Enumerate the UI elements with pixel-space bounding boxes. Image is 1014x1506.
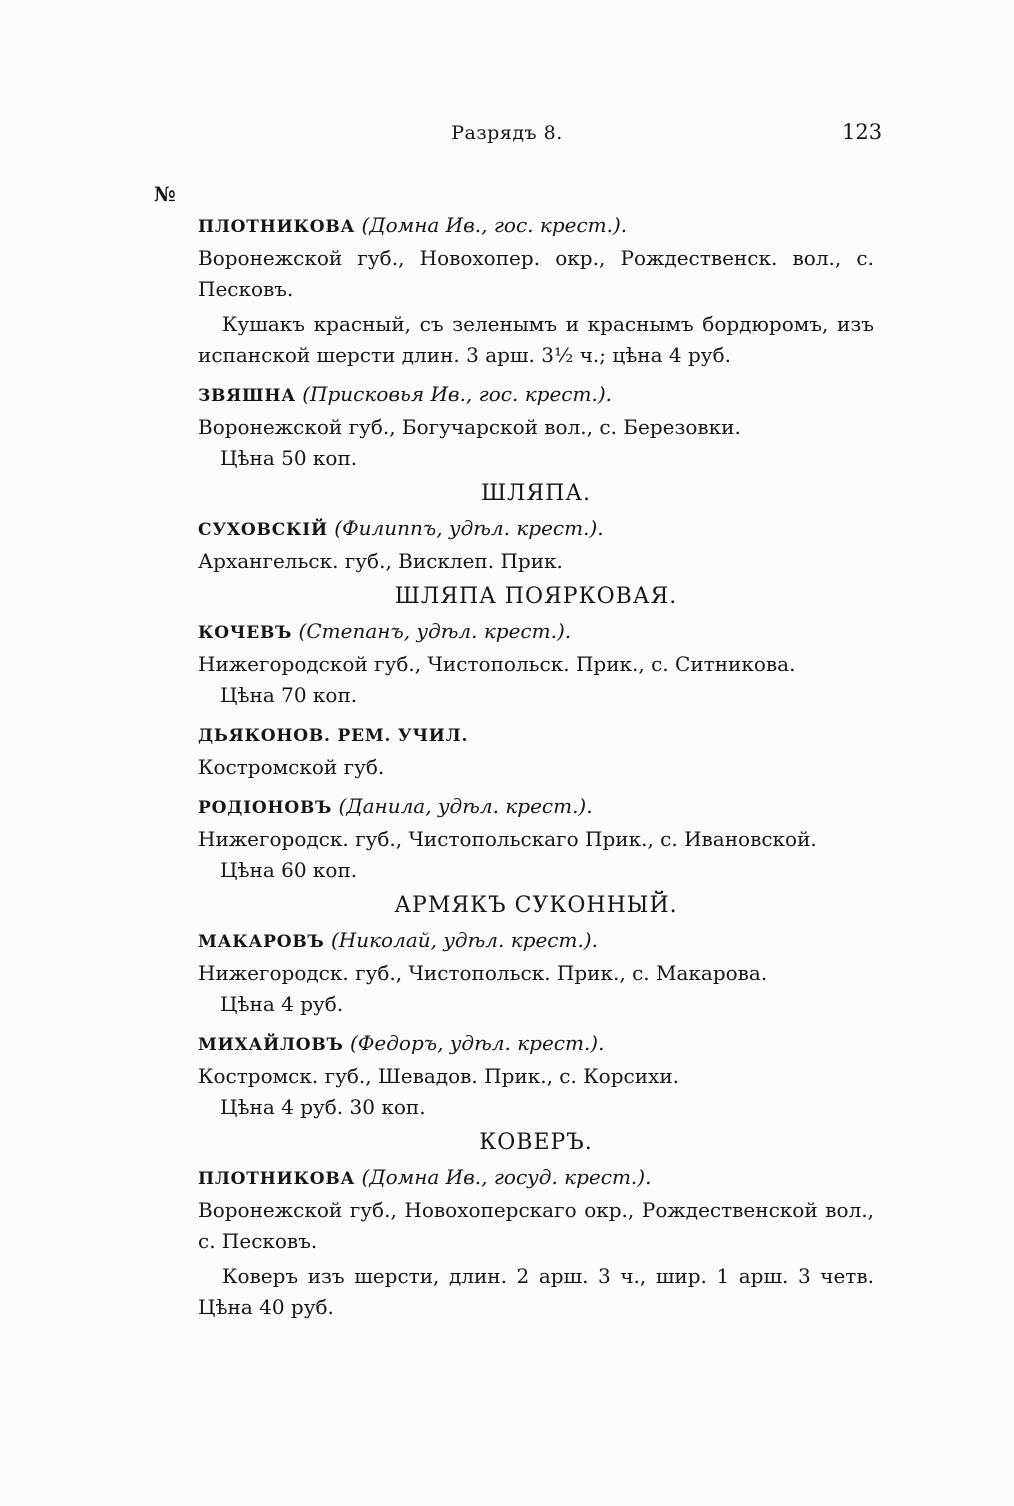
entry-heading bbox=[198, 719, 874, 752]
entry-heading bbox=[198, 791, 874, 824]
exhibitor-name: ЗВЯШНА bbox=[198, 386, 296, 406]
exhibitor-info: (Федоръ, удѣл. крест.). bbox=[350, 1031, 605, 1055]
page-number: 123 bbox=[842, 120, 883, 144]
entry-heading bbox=[198, 1028, 874, 1061]
exhibitor-name: МИХАЙЛОВЪ bbox=[198, 1035, 344, 1055]
exhibitor-name: КОЧЕВЪ bbox=[198, 623, 293, 643]
item-price: Цѣна 4 руб. bbox=[220, 992, 344, 1016]
item-price: Цѣна 70 коп. bbox=[220, 683, 358, 707]
exhibitor-address: Воронежской губ., Богучарской вол., с. Березовки. bbox=[198, 415, 741, 439]
entry-heading bbox=[198, 210, 874, 243]
item-description: Коверъ изъ шерсти, длин. 2 арш. 3 ч., шир. 1 арш. 3 четв. Цѣна 40 руб. bbox=[198, 1264, 874, 1319]
exhibitor-name: ПЛОТНИКОВА bbox=[198, 217, 356, 237]
exhibitor-info: (Присковья Ив., гос. крест.). bbox=[302, 382, 612, 406]
entry-heading bbox=[198, 1162, 874, 1195]
entry-heading bbox=[198, 616, 874, 649]
exhibitor-name: РОДІОНОВЪ bbox=[198, 798, 333, 818]
running-title: Разрядъ 8. bbox=[451, 122, 563, 144]
entry-heading bbox=[198, 513, 874, 546]
exhibitor-address: Нижегородской губ., Чистопольск. Прик., с. Ситникова. bbox=[198, 652, 796, 676]
exhibitor-info: (Данила, удѣл. крест.). bbox=[338, 794, 593, 818]
item-price: Цѣна 4 руб. 30 коп. bbox=[220, 1095, 426, 1119]
entry-heading bbox=[198, 925, 874, 958]
catalog-content bbox=[198, 210, 874, 1323]
exhibitor-address: Архангельск. губ., Висклеп. Прик. bbox=[198, 549, 563, 573]
exhibitor-info: (Домна Ив., гос. крест.). bbox=[361, 213, 628, 237]
exhibitor-info: (Николай, удѣл. крест.). bbox=[330, 928, 598, 952]
exhibitor-name: СУХОВСКІЙ bbox=[198, 520, 328, 540]
exhibitor-name: МАКАРОВЪ bbox=[198, 932, 325, 952]
section-title: ШЛЯПА. bbox=[480, 481, 592, 506]
exhibitor-address: Нижегородск. губ., Чистопольскаго Прик., с. Ивановской. bbox=[198, 827, 817, 851]
exhibitor-address: Воронежской губ., Новохопер. окр., Рождественск. вол., с. Песковъ. bbox=[198, 246, 874, 301]
section-title: АРМЯКЪ СУКОННЫЙ. bbox=[394, 893, 678, 918]
exhibitor-address: Нижегородск. губ., Чистопольск. Прик., с. Макарова. bbox=[198, 961, 768, 985]
section-title: КОВЕРЪ. bbox=[479, 1130, 593, 1155]
item-description: Кушакъ красный, съ зеленымъ и краснымъ бордюромъ, изъ испанской шерсти длин. 3 арш. 3½ ч.; цѣна 4 руб. bbox=[198, 312, 874, 367]
item-price: Цѣна 50 коп. bbox=[220, 446, 358, 470]
exhibitor-address: Костромск. губ., Шевадов. Прик., с. Корсихи. bbox=[198, 1064, 680, 1088]
exhibitor-name: ПЛОТНИКОВА bbox=[198, 1169, 356, 1189]
entry-heading bbox=[198, 379, 874, 412]
exhibitor-info: (Степанъ, удѣл. крест.). bbox=[298, 619, 572, 643]
exhibitor-address: Воронежской губ., Новохоперскаго окр., Рождественской вол., с. Песковъ. bbox=[198, 1198, 874, 1253]
exhibitor-address: Костромской губ. bbox=[198, 755, 385, 779]
number-sign: № bbox=[154, 182, 176, 206]
section-title: ШЛЯПА ПОЯРКОВАЯ. bbox=[394, 584, 678, 609]
item-price: Цѣна 60 коп. bbox=[220, 858, 358, 882]
exhibitor-name: ДЬЯКОНОВ. РЕМ. УЧИЛ. bbox=[198, 726, 469, 746]
exhibitor-info: (Домна Ив., госуд. крест.). bbox=[361, 1165, 652, 1189]
exhibitor-info: (Филиппъ, удѣл. крест.). bbox=[334, 516, 604, 540]
